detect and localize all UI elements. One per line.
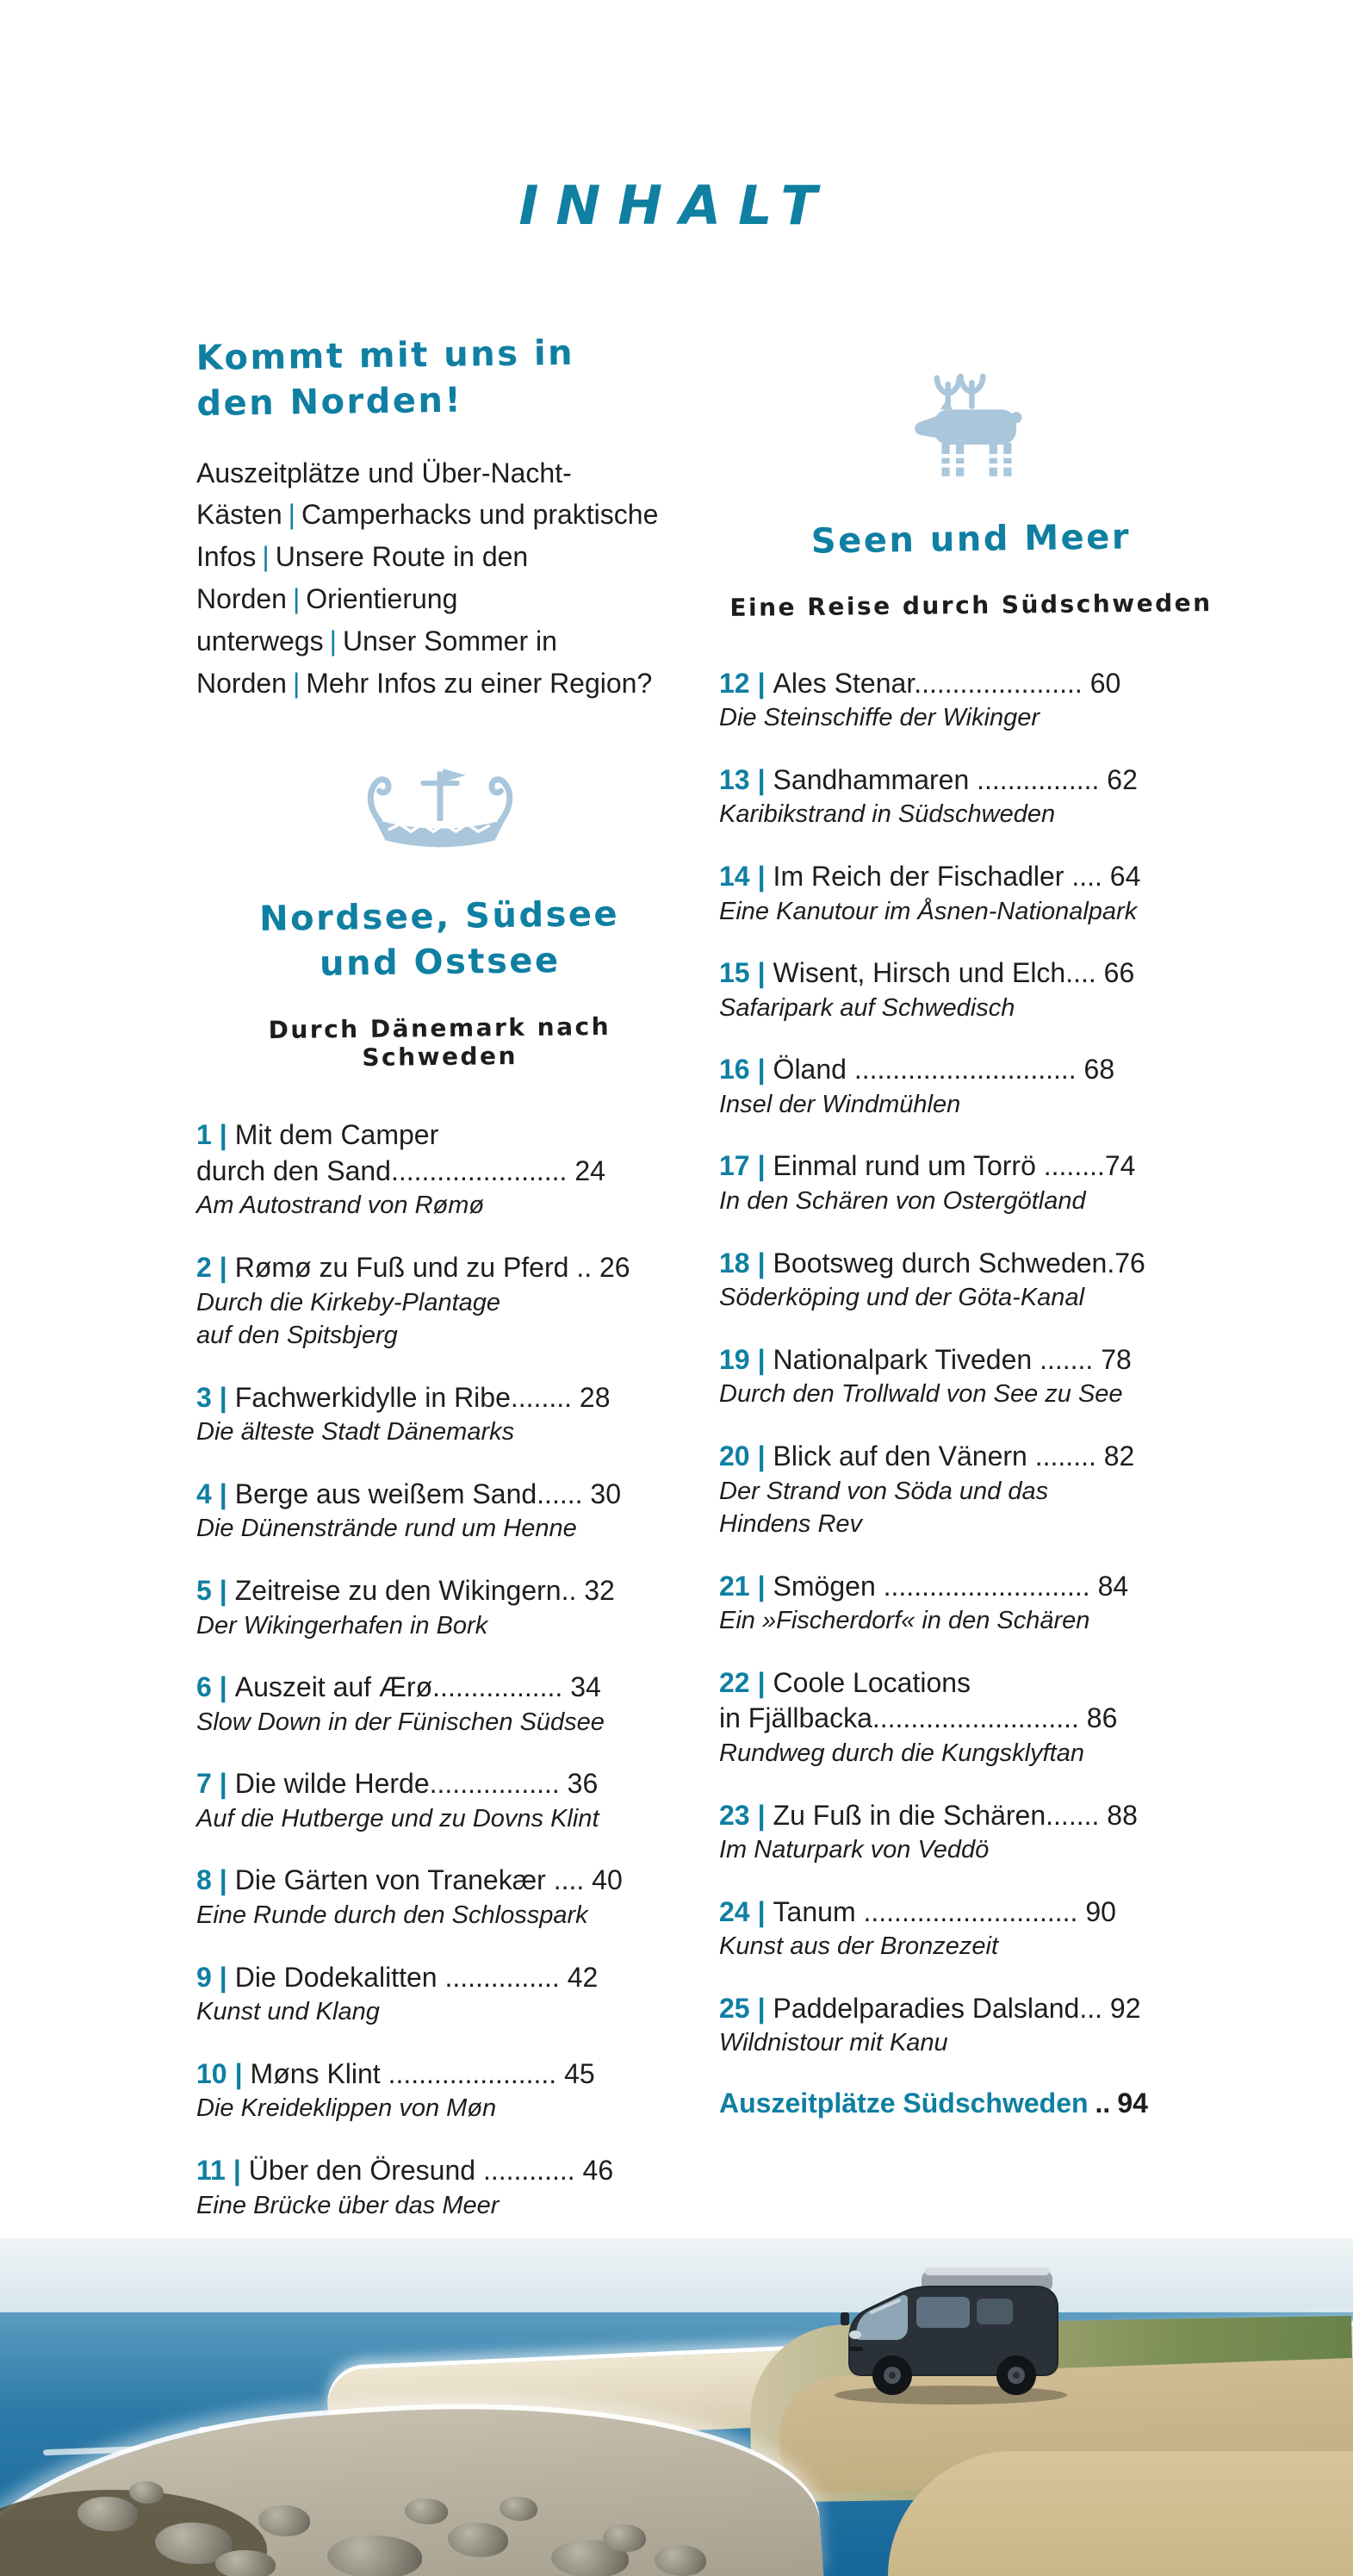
entry-subtitle: Der Strand von Söda und das [719, 1477, 1049, 1505]
entry-separator: | [757, 667, 766, 699]
entry-title-text: Die Gärten von Tranekær .... 40 [234, 1864, 623, 1896]
toc-entry[interactable] [196, 1477, 683, 1546]
toc-entry[interactable] [719, 1991, 1223, 2060]
entry-title-line [719, 1991, 1223, 2027]
rock [603, 2524, 646, 2552]
entry-subtitle: Kunst aus der Bronzezeit [719, 1932, 999, 1961]
entry-title-text: Zeitreise zu den Wikingern.. 32 [234, 1574, 615, 1606]
rock [405, 2498, 448, 2524]
entry-number: 22 [719, 1666, 750, 1698]
entry-subtitle: In den Schären von Ostergötland [719, 1187, 1086, 1216]
entry-separator: | [757, 957, 766, 989]
entry-title-line [719, 1246, 1223, 1282]
entry-title-line [719, 1895, 1223, 1931]
entry-subtitle: Hindens Rev [719, 1510, 863, 1539]
overview-link-suedschweden[interactable] [719, 2088, 1223, 2119]
entry-number: 7 [196, 1768, 212, 1800]
entry-title-line [196, 1250, 683, 1286]
entry-subtitle: Am Autostrand von Rømø [196, 1192, 485, 1220]
footer-dots: .. [1095, 2088, 1111, 2119]
viking-ship-icon [196, 758, 683, 866]
entry-title-text: Blick auf den Vänern ........ 82 [773, 1440, 1135, 1472]
entry-separator: | [757, 1343, 766, 1375]
entry-subtitle: Söderköping und der Göta-Kanal [719, 1284, 1085, 1312]
entry-title-line: durch den Sand....................... 24 [196, 1154, 605, 1186]
entry-title-text: Die wilde Herde................. 36 [234, 1768, 599, 1800]
entry-number: 16 [719, 1054, 750, 1086]
entry-subtitle: Safaripark auf Schwedisch [719, 993, 1015, 1022]
section-subtitle-suedschweden: Eine Reise durch Südschweden [729, 588, 1213, 622]
entry-title-line [719, 666, 1223, 702]
entry-title-text: Nationalpark Tiveden ....... 78 [773, 1343, 1132, 1375]
toc-entry[interactable] [719, 762, 1223, 831]
entry-number: 21 [719, 1570, 750, 1602]
entry-subtitle: auf den Spitsbjerg [196, 1322, 398, 1350]
entry-title-line [719, 1342, 1223, 1378]
entry-number: 13 [719, 763, 750, 795]
entry-separator: | [757, 1570, 766, 1602]
toc-entry[interactable] [196, 2056, 683, 2125]
entry-number: 12 [719, 667, 750, 699]
entry-subtitle: Rundweg durch die Kungsklyftan [719, 1739, 1084, 1768]
entry-subtitle: Eine Runde durch den Schlosspark [196, 1901, 588, 1930]
toc-entry[interactable] [719, 666, 1223, 735]
entry-title-line [196, 1670, 683, 1706]
toc-entry[interactable] [196, 1250, 683, 1353]
entry-title-text: Tanum ............................ 90 [773, 1895, 1116, 1927]
entry-title-line [719, 1665, 1223, 1702]
entry-title-text: Coole Locations [773, 1666, 971, 1698]
columns [196, 304, 1353, 2282]
pipe-separator: | [329, 625, 337, 657]
entry-separator: | [757, 1440, 766, 1472]
toc-entry[interactable] [719, 859, 1223, 928]
section-subtitle-daenemark: Durch Dänemark nach Schweden [268, 1012, 611, 1073]
entry-separator: | [757, 861, 766, 893]
toc-entry[interactable] [196, 2153, 683, 2222]
entry-subtitle: Eine Kanutour im Åsnen-Nationalpark [719, 897, 1138, 925]
entry-number: 4 [196, 1478, 212, 1509]
toc-entry[interactable] [719, 1895, 1223, 1963]
entry-subtitle: Im Naturpark von Veddö [719, 1836, 990, 1864]
rock [327, 2536, 422, 2576]
entry-subtitle: Insel der Windmühlen [719, 1090, 961, 1118]
toc-entry[interactable] [719, 1342, 1223, 1411]
page-title: INHALT [518, 173, 835, 237]
entry-title-text: Bootsweg durch Schweden.76 [773, 1247, 1145, 1279]
sandy-road [888, 2451, 1353, 2576]
pipe-separator: | [292, 583, 301, 615]
entry-title-text: Sandhammaren ................ 62 [773, 763, 1138, 795]
toc-entry[interactable] [719, 1798, 1223, 1867]
toc-entry[interactable] [196, 1766, 683, 1835]
entry-list-suedschweden [719, 666, 1223, 2060]
entry-separator: | [219, 1961, 227, 1993]
entry-title-line [196, 1117, 683, 1154]
entry-title-text: Mit dem Camper [234, 1119, 439, 1151]
entry-separator: | [219, 1864, 227, 1896]
entry-title-line [196, 2056, 683, 2093]
pipe-separator: | [288, 499, 295, 531]
entry-subtitle: Durch den Trollwald von See zu See [719, 1380, 1123, 1409]
section-heading-suedschweden: Seen und Meer [810, 517, 1132, 562]
entry-separator: | [757, 1895, 766, 1927]
entry-title-text: Im Reich der Fischadler .... 64 [773, 861, 1141, 893]
entry-title-line [196, 2153, 683, 2189]
entry-number: 6 [196, 1671, 212, 1703]
entry-number: 11 [196, 2154, 226, 2186]
entry-title-line [719, 1798, 1223, 1834]
entry-title-text: Wisent, Hirsch und Elch.... 66 [773, 957, 1135, 989]
entry-separator: | [219, 1478, 227, 1509]
entry-title-text: Møns Klint ...................... 45 [250, 2057, 595, 2089]
entry-separator: | [234, 2057, 243, 2089]
toc-entry[interactable] [196, 1960, 683, 2029]
rock [448, 2523, 508, 2557]
entry-number: 15 [719, 957, 750, 989]
entry-title-text: Smögen ........................... 84 [773, 1570, 1129, 1602]
moose-icon [719, 359, 1223, 488]
entry-number: 20 [719, 1440, 750, 1472]
entry-number: 17 [719, 1150, 750, 1182]
entry-number: 1 [196, 1119, 212, 1151]
toc-entry[interactable] [719, 1665, 1223, 1770]
entry-title-line: in Fjällbacka........................... 86 [719, 1702, 1118, 1734]
entry-title-text: Paddelparadies Dalsland... 92 [773, 1992, 1141, 2024]
entry-subtitle: Die Kreideklippen von Møn [196, 2094, 497, 2123]
entry-subtitle: Ein »Fischerdorf« in den Schären [719, 1607, 1090, 1635]
pipe-separator: | [262, 541, 270, 573]
rock [78, 2497, 138, 2531]
entry-title-text: Die Dodekalitten ............... 42 [234, 1961, 599, 1993]
entry-subtitle: Die Steinschiffe der Wikinger [719, 704, 1040, 732]
entry-separator: | [219, 1671, 227, 1703]
entry-title-line [719, 1052, 1223, 1088]
entry-title-line [196, 1863, 683, 1899]
entry-separator: | [757, 1799, 766, 1831]
entry-subtitle: Eine Brücke über das Meer [196, 2191, 500, 2219]
beach-photo [0, 2238, 1353, 2576]
entry-separator: | [757, 1992, 766, 2024]
intro-segment: Mehr Infos zu einer Region? [306, 668, 653, 700]
toc-entry[interactable] [719, 1439, 1223, 1541]
entry-separator: | [233, 2154, 241, 2186]
entry-number: 10 [196, 2057, 227, 2089]
intro-segment: Auszeitplätze und Über-Nacht-Kästen [196, 457, 572, 531]
toc-entry[interactable] [196, 1573, 683, 1642]
entry-separator: | [757, 1054, 766, 1086]
intro-segment: Camperhacks und praktische Infos [196, 499, 659, 573]
rock [215, 2550, 276, 2576]
entry-title-line [719, 1569, 1223, 1605]
entry-subtitle: Karibikstrand in Südschweden [719, 800, 1056, 829]
entry-separator: | [757, 1247, 766, 1279]
entry-subtitle: Durch die Kirkeby-Plantage [196, 1288, 501, 1316]
toc-entry[interactable] [196, 1863, 683, 1932]
entry-title-text: Rømø zu Fuß und zu Pferd .. 26 [234, 1251, 630, 1283]
entry-number: 3 [196, 1381, 212, 1413]
entry-title-line [719, 762, 1223, 799]
entry-separator: | [757, 763, 766, 795]
entry-separator: | [219, 1768, 227, 1800]
toc-entry[interactable] [196, 1670, 683, 1739]
entry-title-line [719, 1439, 1223, 1475]
column-left [196, 304, 683, 2282]
entry-subtitle: Slow Down in der Fünischen Südsee [196, 1708, 605, 1736]
intro-segment: Orientierung unterwegs [196, 583, 458, 657]
entry-number: 8 [196, 1864, 212, 1896]
toc-entry[interactable] [196, 1117, 683, 1223]
entry-title-text: Öland ............................. 68 [773, 1054, 1115, 1086]
entry-title-text: Einmal rund um Torrö ........74 [773, 1150, 1136, 1182]
entry-subtitle: Wildnistour mit Kanu [719, 2029, 948, 2057]
entry-separator: | [757, 1666, 766, 1698]
column-right [719, 304, 1223, 2120]
entry-separator: | [219, 1119, 227, 1151]
entry-separator: | [219, 1251, 227, 1283]
entry-title-line [196, 1960, 683, 1996]
entry-separator: | [757, 1150, 766, 1182]
entry-number: 18 [719, 1247, 750, 1279]
rock [129, 2481, 164, 2504]
entry-number: 19 [719, 1343, 750, 1375]
intro-segment: Unser Sommer in Norden [196, 625, 557, 700]
entry-separator: | [219, 1381, 227, 1413]
entry-title-line [719, 1148, 1223, 1185]
toc-entry[interactable] [719, 1052, 1223, 1121]
entry-subtitle: Die älteste Stadt Dänemarks [196, 1418, 515, 1447]
entry-title-text: Auszeit auf Ærø................. 34 [234, 1671, 601, 1703]
section-heading-daenemark: Nordsee, Südsee und Ostsee [258, 894, 620, 985]
entry-title-line [196, 1380, 683, 1416]
toc-entry[interactable] [196, 1380, 683, 1449]
entry-subtitle: Auf die Hutberge und zu Dovns Klint [196, 1804, 599, 1832]
entry-number: 25 [719, 1992, 750, 2024]
rock [258, 2505, 310, 2536]
entry-title-text: Zu Fuß in die Schären....... 88 [773, 1799, 1138, 1831]
entry-subtitle: Der Wikingerhafen in Bork [196, 1611, 488, 1640]
entry-title-text: Über den Öresund ............ 46 [248, 2154, 614, 2186]
intro-heading: Kommt mit uns in den Norden! [196, 333, 575, 424]
footer-label: Auszeitplätze Südschweden [719, 2088, 1089, 2119]
entry-title-line [196, 1477, 683, 1513]
entry-title-line [196, 1766, 683, 1802]
entry-number: 23 [719, 1799, 750, 1831]
toc-entry[interactable] [719, 1246, 1223, 1315]
toc-entry[interactable] [719, 1569, 1223, 1638]
intro-text [196, 452, 683, 706]
entry-title-text: Fachwerkidylle in Ribe........ 28 [234, 1381, 611, 1413]
rock [500, 2497, 537, 2521]
entry-number: 9 [196, 1961, 212, 1993]
entry-number: 2 [196, 1251, 212, 1283]
pipe-separator: | [292, 668, 301, 700]
entry-subtitle: Kunst und Klang [196, 1998, 380, 2026]
entry-number: 5 [196, 1574, 212, 1606]
entry-title-line [719, 955, 1223, 992]
rock [655, 2545, 706, 2576]
entry-title-line [196, 1573, 683, 1609]
entry-separator: | [219, 1574, 227, 1606]
entry-title-line [719, 859, 1223, 895]
entry-number: 14 [719, 861, 750, 893]
entry-list-daenemark [196, 1117, 683, 2222]
entry-title-text: Berge aus weißem Sand...... 30 [234, 1478, 621, 1509]
entry-subtitle: Die Dünenstrände rund um Henne [196, 1515, 577, 1543]
entry-title-text: Ales Stenar...................... 60 [773, 667, 1121, 699]
toc-entry[interactable] [719, 955, 1223, 1024]
camper-van [820, 2257, 1078, 2408]
footer-page: 94 [1117, 2088, 1148, 2119]
intro-segment: Unsere Route in den Norden [196, 541, 529, 615]
entry-number: 24 [719, 1895, 750, 1927]
toc-entry[interactable] [719, 1148, 1223, 1217]
